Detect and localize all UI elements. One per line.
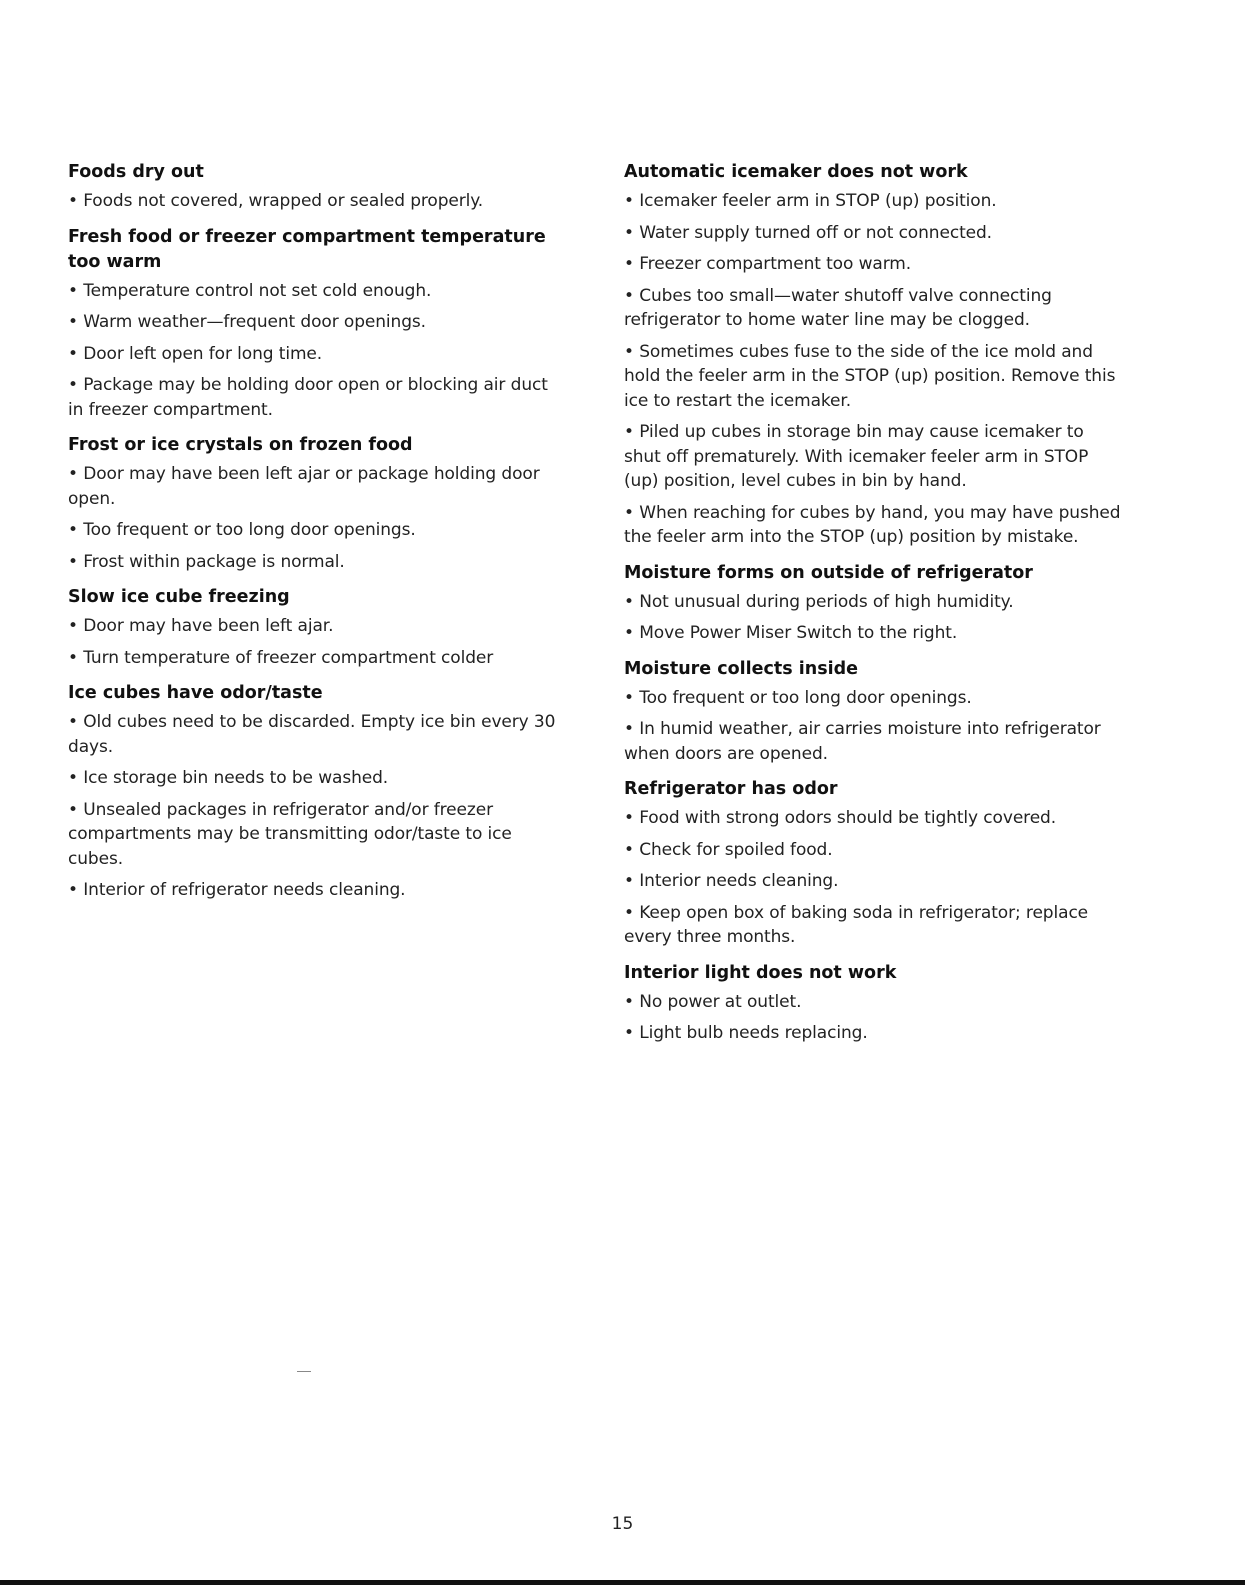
cause-item <box>68 878 568 903</box>
cause-item <box>68 710 568 759</box>
section-heading: Moisture collects inside <box>624 658 859 679</box>
section-heading: Fresh food or freezer compartment temperature too warm <box>68 226 546 272</box>
cause-item <box>624 717 1124 766</box>
section-heading: Automatic icemaker does not work <box>624 162 968 182</box>
cause-text: Interior of refrigerator needs cleaning. <box>83 880 406 900</box>
bullet-icon: • <box>624 808 640 828</box>
cause-text: Icemaker feeler arm in STOP (up) position. <box>639 191 997 211</box>
cause-text: Temperature control not set cold enough. <box>83 280 432 301</box>
cause-item <box>624 686 1124 711</box>
bullet-icon: • <box>68 799 84 820</box>
cause-text: Interior needs cleaning. <box>639 871 839 891</box>
cause-text: Door left open for long time. <box>83 343 323 364</box>
bullet-icon: • <box>624 687 640 708</box>
cause-item <box>624 1021 1124 1046</box>
cause-item <box>68 279 568 304</box>
bullet-icon: • <box>624 254 640 274</box>
cause-text: When reaching for cubes by hand, you may have pushed the feeler arm into the STOP (up) position by mistake. <box>624 502 1121 547</box>
cause-text: Piled up cubes in storage bin may cause icemaker to shut off prematurely. With icemaker feeler arm in STOP (up) position, level cubes in bin by hand. <box>624 422 1089 491</box>
bullet-icon: • <box>68 880 84 900</box>
troubleshooting-section <box>68 225 568 423</box>
bullet-icon: • <box>68 551 84 572</box>
cause-item <box>624 590 1124 615</box>
cause-text: Light bulb needs replacing. <box>639 1023 868 1043</box>
troubleshooting-section <box>68 585 568 670</box>
cause-item <box>68 342 568 367</box>
bullet-icon: • <box>624 871 640 891</box>
troubleshooting-section <box>624 961 1124 1046</box>
cause-text: Foods not covered, wrapped or sealed properly. <box>83 191 484 211</box>
cause-item <box>624 420 1124 494</box>
cause-text: Cubes too small—water shutoff valve connecting refrigerator to home water line may be clogged. <box>624 285 1052 330</box>
cause-item <box>68 373 568 422</box>
bullet-icon: • <box>68 191 84 211</box>
bullet-icon: • <box>624 341 640 362</box>
cause-item <box>624 990 1124 1015</box>
cause-text: Frost within package is normal. <box>83 551 345 572</box>
cause-text: Door may have been left ajar. <box>83 616 334 636</box>
cause-item <box>624 501 1124 550</box>
troubleshooting-section <box>68 681 568 903</box>
cause-item <box>68 614 568 639</box>
bullet-icon: • <box>68 375 84 395</box>
cause-text: Freezer compartment too warm. <box>639 254 912 274</box>
bullet-icon: • <box>624 991 640 1012</box>
troubleshooting-section <box>624 777 1124 950</box>
bullet-icon: • <box>624 623 640 643</box>
page-number: 15 <box>611 1514 634 1534</box>
cause-text: Sometimes cubes fuse to the side of the ice mold and hold the feeler arm in the STOP (up) position. Remove this ice to restart the icemaker. <box>624 341 1116 411</box>
section-heading: Ice cubes have odor/taste <box>68 683 323 703</box>
cause-text: Old cubes need to be discarded. Empty ice bin every 30 days. <box>68 712 556 757</box>
section-heading: Foods dry out <box>68 162 204 182</box>
cause-text: Warm weather—frequent door openings. <box>83 312 426 332</box>
bullet-icon: • <box>624 191 640 211</box>
bullet-icon: • <box>68 520 84 540</box>
right-column <box>624 160 1124 1057</box>
bullet-icon: • <box>624 222 640 243</box>
bullet-icon: • <box>68 647 84 668</box>
bullet-icon: • <box>68 464 84 484</box>
cause-text: Turn temperature of freezer compartment colder <box>83 647 494 668</box>
section-heading: Refrigerator has odor <box>624 779 838 799</box>
cause-item <box>68 310 568 335</box>
cause-text: Door may have been left ajar or package holding door open. <box>68 464 540 509</box>
troubleshooting-section <box>624 657 1124 767</box>
bullet-icon: • <box>68 712 84 732</box>
stray-mark <box>297 1371 311 1372</box>
cause-item <box>68 798 568 872</box>
troubleshooting-section <box>624 561 1124 646</box>
bullet-icon: • <box>624 719 640 739</box>
cause-item <box>624 621 1124 646</box>
troubleshooting-section <box>68 433 568 574</box>
bullet-icon: • <box>68 280 84 301</box>
cause-text: Too frequent or too long door openings. <box>639 687 972 708</box>
section-heading: Slow ice cube freezing <box>68 587 290 607</box>
cause-text: Water supply turned off or not connected. <box>639 222 992 243</box>
page-bottom-edge <box>0 1580 1245 1585</box>
section-heading: Frost or ice crystals on frozen food <box>68 435 413 455</box>
cause-text: Not unusual during periods of high humidity. <box>639 591 1014 612</box>
cause-item <box>68 766 568 791</box>
cause-item <box>624 901 1124 950</box>
bullet-icon: • <box>624 591 640 612</box>
bullet-icon: • <box>624 502 640 523</box>
cause-text: No power at outlet. <box>639 991 802 1012</box>
bullet-icon: • <box>68 343 84 364</box>
cause-item <box>68 550 568 575</box>
cause-text: In humid weather, air carries moisture into refrigerator when doors are opened. <box>624 719 1101 764</box>
cause-item <box>68 189 568 214</box>
cause-text: Too frequent or too long door openings. <box>83 520 416 540</box>
cause-item <box>624 221 1124 246</box>
cause-text: Keep open box of baking soda in refrigerator; replace every three months. <box>624 902 1089 947</box>
cause-text: Ice storage bin needs to be washed. <box>83 768 389 788</box>
cause-item <box>624 189 1124 214</box>
bullet-icon: • <box>624 285 640 306</box>
bullet-icon: • <box>68 768 84 788</box>
left-column <box>68 160 568 914</box>
bullet-icon: • <box>624 902 640 923</box>
cause-text: Move Power Miser Switch to the right. <box>639 623 958 643</box>
bullet-icon: • <box>68 616 84 636</box>
section-heading: Interior light does not work <box>624 962 897 983</box>
cause-item <box>624 806 1124 831</box>
cause-text: Unsealed packages in refrigerator and/or freezer compartments may be transmitting odor/taste to ice cubes. <box>68 799 512 869</box>
bullet-icon: • <box>624 422 640 442</box>
cause-item <box>624 340 1124 414</box>
cause-text: Package may be holding door open or blocking air duct in freezer compartment. <box>68 375 548 420</box>
cause-item <box>624 838 1124 863</box>
cause-item <box>624 252 1124 277</box>
bullet-icon: • <box>68 312 84 332</box>
cause-item <box>624 869 1124 894</box>
cause-text: Check for spoiled food. <box>639 839 833 860</box>
bullet-icon: • <box>624 839 640 860</box>
cause-item <box>624 284 1124 333</box>
cause-item <box>68 646 568 671</box>
section-heading: Moisture forms on outside of refrigerator <box>624 562 1033 583</box>
cause-item <box>68 462 568 511</box>
cause-item <box>68 518 568 543</box>
bullet-icon: • <box>624 1023 640 1043</box>
cause-text: Food with strong odors should be tightly covered. <box>639 808 1057 828</box>
troubleshooting-section <box>624 160 1124 550</box>
troubleshooting-section <box>68 160 568 214</box>
